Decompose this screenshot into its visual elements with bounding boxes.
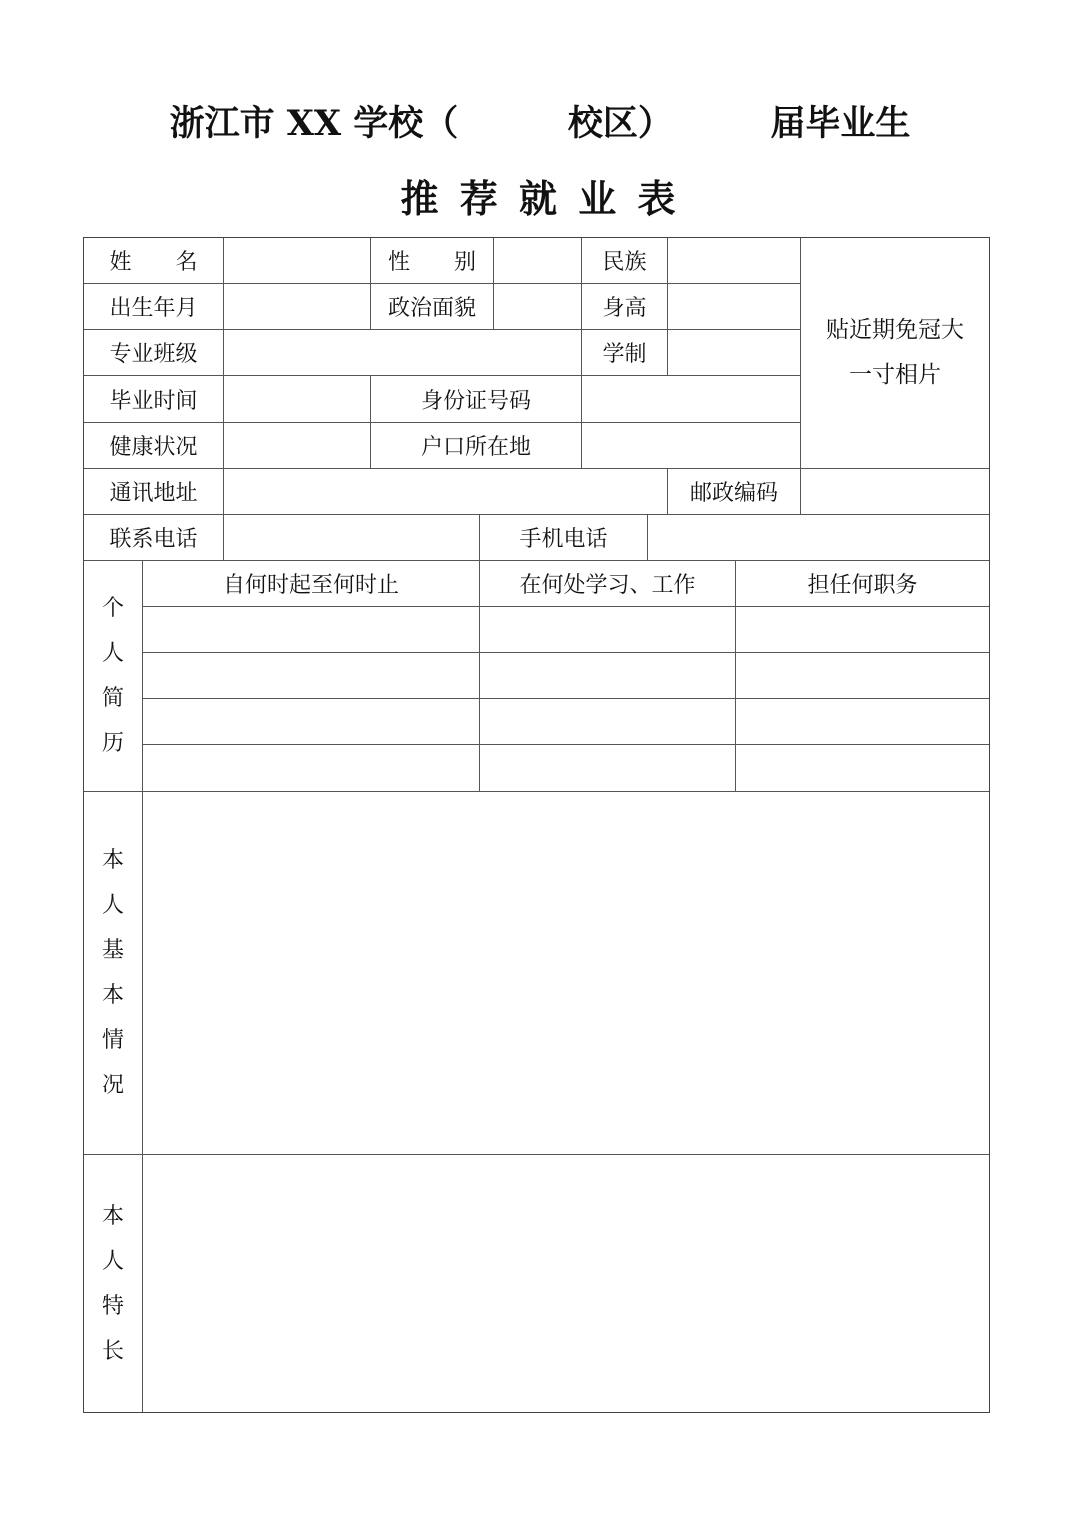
label-major-class: 专业班级	[84, 330, 224, 376]
label-grad-time: 毕业时间	[84, 376, 224, 423]
label-phone: 联系电话	[84, 515, 224, 561]
basic-info-label-char: 本	[101, 848, 124, 873]
basic-info-label-char: 基	[101, 938, 124, 963]
resume-label-char: 简	[101, 686, 124, 711]
input-id-number[interactable]	[582, 376, 801, 423]
photo-box[interactable]	[801, 238, 989, 469]
resume-cell[interactable]	[143, 607, 480, 653]
resume-cell[interactable]	[736, 745, 989, 792]
input-hukou[interactable]	[582, 423, 801, 469]
label-birth: 出生年月	[84, 284, 224, 330]
label-name: 姓 名	[84, 238, 224, 284]
label-health: 健康状况	[84, 423, 224, 469]
resume-label-char: 历	[101, 731, 124, 756]
resume-col-period: 自何时起至何时止	[143, 561, 480, 607]
basic-info-label-char: 况	[101, 1073, 124, 1098]
resume-cell[interactable]	[736, 607, 989, 653]
basic-info-label	[84, 792, 143, 1155]
label-politics: 政治面貌	[371, 284, 494, 330]
label-address: 通讯地址	[84, 469, 224, 515]
input-mobile[interactable]	[648, 515, 989, 561]
resume-col-place: 在何处学习、工作	[480, 561, 736, 607]
specialty-label	[84, 1155, 143, 1412]
specialty-field[interactable]	[143, 1155, 989, 1412]
input-name[interactable]	[224, 238, 371, 284]
resume-cell[interactable]	[480, 607, 736, 653]
form-title-line1: 浙江市 XX 学校（ 校区） 届毕业生	[169, 103, 911, 144]
resume-label-char: 人	[101, 641, 124, 666]
resume-cell[interactable]	[736, 653, 989, 699]
specialty-label-char: 长	[101, 1338, 124, 1364]
resume-cell[interactable]	[480, 745, 736, 792]
specialty-label-char: 本	[101, 1203, 124, 1229]
resume-col-position: 担任何职务	[736, 561, 989, 607]
basic-info-label-char: 本	[101, 983, 124, 1008]
label-hukou: 户口所在地	[371, 423, 582, 469]
input-phone[interactable]	[224, 515, 480, 561]
input-address[interactable]	[224, 469, 668, 515]
resume-label	[84, 561, 143, 792]
input-health[interactable]	[224, 423, 371, 469]
basic-info-label-char: 人	[101, 893, 124, 918]
form-title-line2: 推 荐 就 业 表	[400, 176, 680, 221]
resume-cell[interactable]	[143, 745, 480, 792]
input-major-class[interactable]	[224, 330, 582, 376]
resume-cell[interactable]	[143, 699, 480, 745]
label-height: 身高	[582, 284, 668, 330]
resume-label-char: 个	[101, 596, 124, 621]
resume-cell[interactable]	[480, 699, 736, 745]
photo-note-line1: 贴近期免冠大	[826, 317, 964, 343]
input-height[interactable]	[668, 284, 801, 330]
input-postcode[interactable]	[801, 469, 989, 515]
input-gender[interactable]	[494, 238, 582, 284]
label-mobile: 手机电话	[480, 515, 648, 561]
input-politics[interactable]	[494, 284, 582, 330]
specialty-label-char: 人	[101, 1248, 124, 1274]
label-ethnicity: 民族	[582, 238, 668, 284]
label-postcode: 邮政编码	[668, 469, 801, 515]
label-gender: 性 别	[371, 238, 494, 284]
basic-info-label-char: 情	[101, 1028, 124, 1053]
label-id-number: 身份证号码	[371, 376, 582, 423]
input-duration[interactable]	[668, 330, 801, 376]
input-ethnicity[interactable]	[668, 238, 801, 284]
resume-cell[interactable]	[736, 699, 989, 745]
input-birth[interactable]	[224, 284, 371, 330]
resume-cell[interactable]	[143, 653, 480, 699]
specialty-label-char: 特	[101, 1293, 124, 1319]
recommendation-form-table	[83, 237, 990, 1413]
resume-cell[interactable]	[480, 653, 736, 699]
input-grad-time[interactable]	[224, 376, 371, 423]
photo-note-line2: 一寸相片	[849, 362, 941, 388]
label-duration: 学制	[582, 330, 668, 376]
basic-info-field[interactable]	[143, 792, 989, 1155]
